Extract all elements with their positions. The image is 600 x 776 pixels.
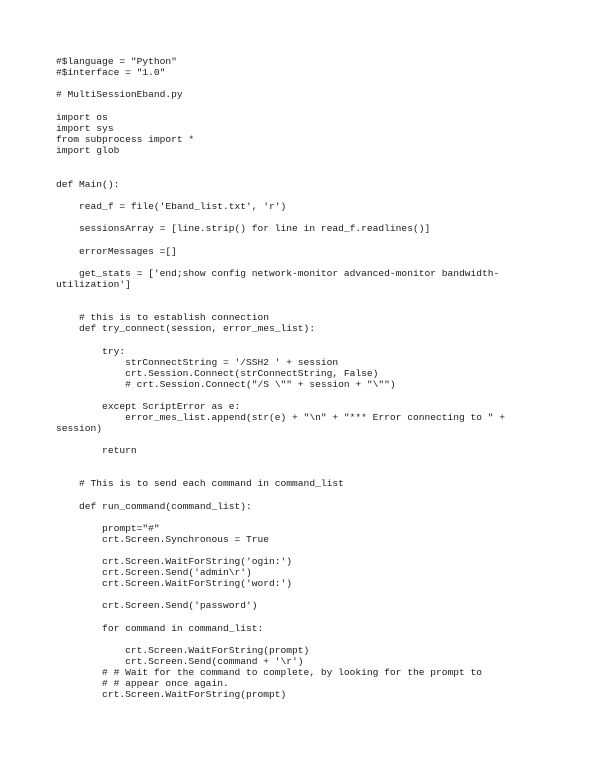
code-line: import glob — [56, 145, 120, 156]
code-line: # # Wait for the command to complete, by looking for the prompt to — [56, 667, 483, 678]
code-line: try: — [56, 346, 126, 357]
code-line: read_f = file('Eband_list.txt', 'r') — [56, 201, 287, 212]
code-line: session) — [56, 423, 103, 434]
code-line: # this is to establish connection — [56, 312, 270, 323]
code-line: crt.Screen.Send('admin\r') — [56, 567, 252, 578]
code-line: def try_connect(session, error_mes_list): — [56, 323, 316, 334]
code-line: errorMessages =[] — [56, 246, 177, 257]
code-line: # This is to send each command in command_list — [56, 478, 344, 489]
code-line: import os — [56, 112, 108, 123]
code-line: crt.Screen.Send('password') — [56, 600, 258, 611]
code-line: return — [56, 445, 137, 456]
code-line: crt.Screen.WaitForString(prompt) — [56, 689, 287, 700]
code-line: #$language = "Python" — [56, 56, 177, 67]
code-line: #$interface = "1.0" — [56, 67, 166, 78]
code-line: crt.Screen.Synchronous = True — [56, 534, 270, 545]
code-line: for command in command_list: — [56, 623, 264, 634]
code-line: def run_command(command_list): — [56, 501, 252, 512]
code-line: crt.Session.Connect(strConnectString, False) — [56, 368, 379, 379]
code-line: error_mes_list.append(str(e) + "\n" + "*** Error connecting to " + — [56, 412, 506, 423]
code-line: prompt="#" — [56, 523, 160, 534]
code-line: crt.Screen.WaitForString('ogin:') — [56, 556, 293, 567]
code-line: def Main(): — [56, 179, 120, 190]
code-line: # MultiSessionEband.py — [56, 89, 183, 100]
code-line: get_stats = ['end;show config network-monitor advanced-monitor bandwidth- — [56, 268, 500, 279]
code-line: # # appear once again. — [56, 678, 229, 689]
code-line: except ScriptError as e: — [56, 401, 241, 412]
code-line: from subprocess import * — [56, 134, 195, 145]
code-line: utilization'] — [56, 279, 131, 290]
code-line: crt.Screen.WaitForString('word:') — [56, 578, 293, 589]
code-line: strConnectString = '/SSH2 ' + session — [56, 357, 339, 368]
code-line: crt.Screen.WaitForString(prompt) — [56, 645, 310, 656]
code-line: # crt.Session.Connect("/S \"" + session + "\"") — [56, 379, 396, 390]
code-line: crt.Screen.Send(command + '\r') — [56, 656, 304, 667]
code-line: import sys — [56, 123, 114, 134]
code-line: sessionsArray = [line.strip() for line in read_f.readlines()] — [56, 223, 431, 234]
